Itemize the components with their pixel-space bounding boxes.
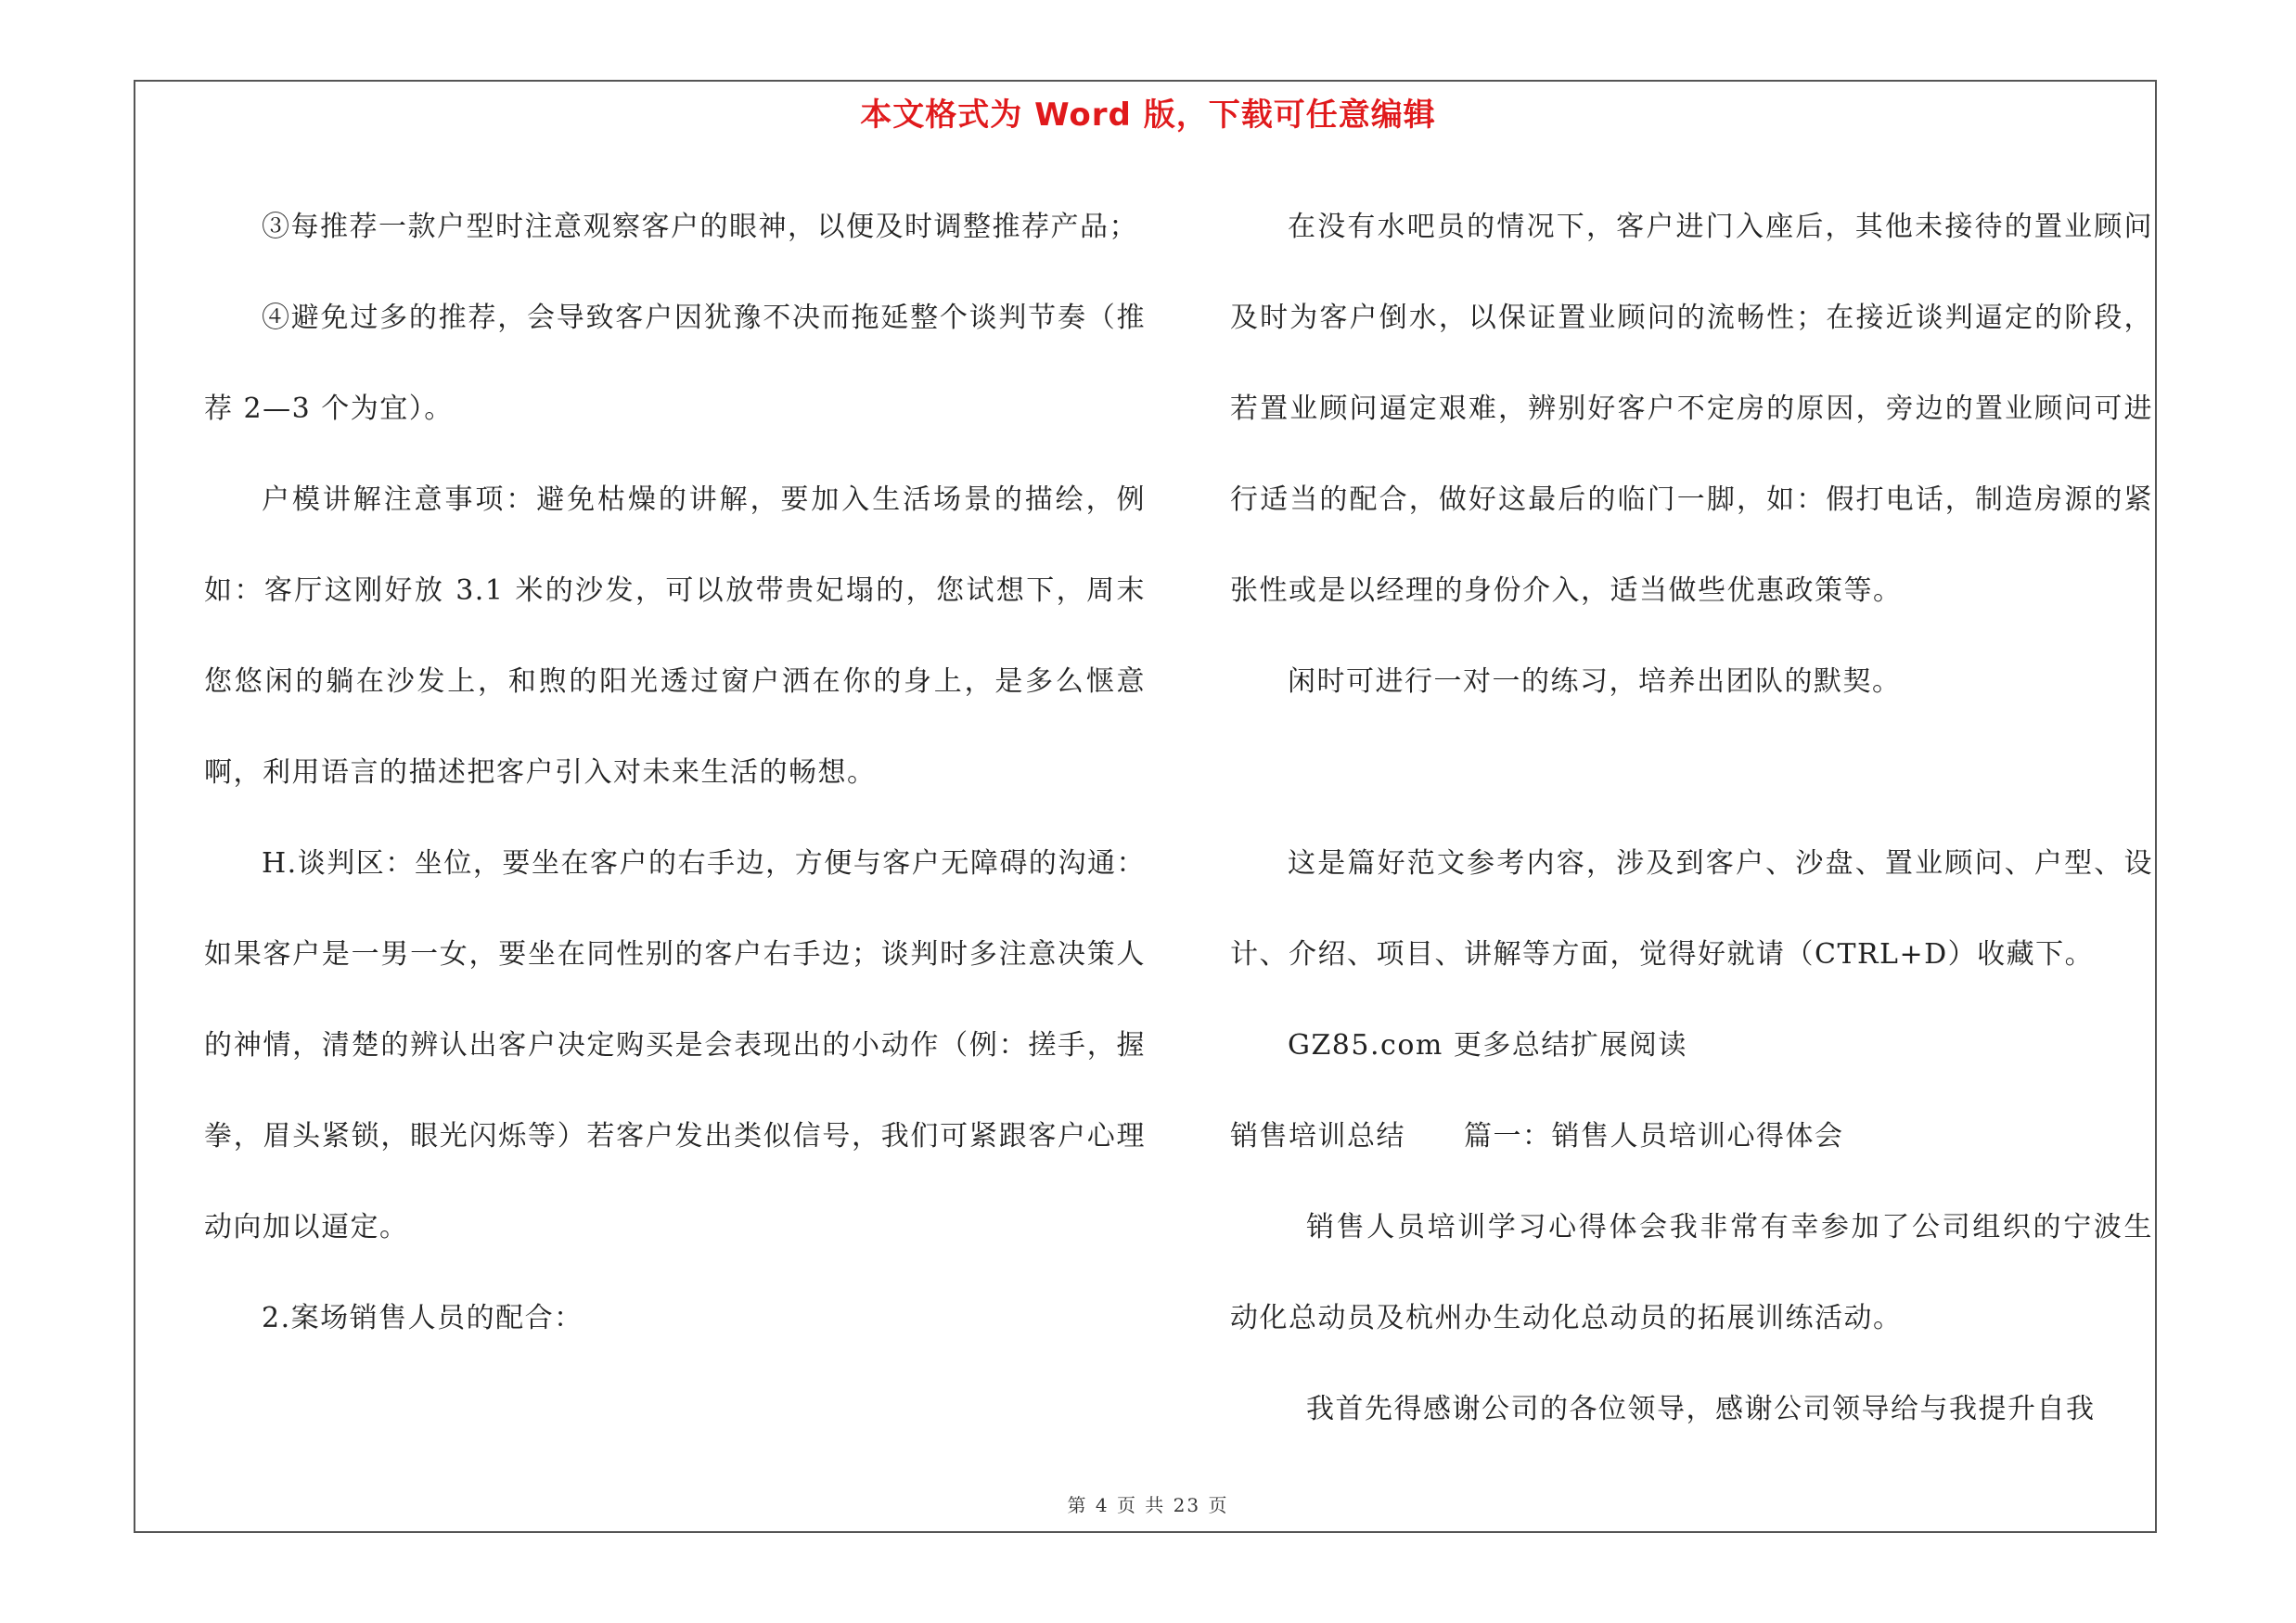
- paragraph-section-title: 销售培训总结 篇一：销售人员培训心得体会: [1230, 1120, 1844, 1153]
- left-column: [204, 182, 1146, 1364]
- paragraph-recommend-observe: ③每推荐一款户型时注意观察客户的眼神，以便及时调整推荐产品；: [262, 211, 1138, 243]
- paragraph-training-experience: 销售人员培训学习心得体会我非常有幸参加了公司组织的宁波生动化总动员及杭州办生动化总动员的拓展训练活动。: [1230, 1211, 2153, 1334]
- page-number-footer: 第 4 页 共 23 页: [1067, 1494, 1229, 1516]
- paragraph-sales-cooperation: 2.案场销售人员的配合：: [262, 1302, 584, 1334]
- paragraph-thanks: 我首先得感谢公司的各位领导，感谢公司领导给与我提升自我: [1306, 1393, 2096, 1425]
- paragraph-negotiation-area: H.谈判区：坐位，要坐在客户的右手边，方便与客户无障碍的沟通：如果客户是一男一女，要坐在同性别的客户右手边；谈判时多注意决策人的神情，清楚的辨认出客户决定购买是会表现出的小动作（例：搓手，握拳，眉头紧锁，眼光闪烁等）若客户发出类似信号，我们可紧跟客户心理动向加以逼定。: [204, 847, 1146, 1243]
- paragraph-practice: 闲时可进行一对一的练习，培养出团队的默契。: [1288, 665, 1902, 698]
- right-column: [1230, 182, 2153, 1455]
- paragraph-water-bar: 在没有水吧员的情况下，客户进门入座后，其他未接待的置业顾问及时为客户倒水，以保证置业顾问的流畅性；在接近谈判逼定的阶段，若置业顾问逼定艰难，辨别好客户不定房的原因，旁边的置业顾问可进行适当的配合，做好这最后的临门一脚，如：假打电话，制造房源的紧张性或是以经理的身份介入，适当做些优惠政策等。: [1230, 211, 2153, 607]
- paragraph-reference-note: 这是篇好范文参考内容，涉及到客户、沙盘、置业顾问、户型、设计、介绍、项目、讲解等方面，觉得好就请（CTRL+D）收藏下。: [1230, 847, 2153, 971]
- paragraph-model-explanation: 户模讲解注意事项：避免枯燥的讲解，要加入生活场景的描绘，例如：客厅这刚好放 3.1 米的沙发，可以放带贵妃塌的，您试想下，周末您悠闲的躺在沙发上，和煦的阳光透过窗户洒在你的身上，是多么惬意啊，利用语言的描述把客户引入对未来生活的畅想。: [204, 483, 1146, 789]
- blank-line: [1230, 728, 2153, 818]
- paragraph-avoid-over-recommend: ④避免过多的推荐，会导致客户因犹豫不决而拖延整个谈判节奏（推荐 2—3 个为宜）。: [204, 302, 1146, 425]
- format-banner: 本文格式为 Word 版，下载可任意编辑: [860, 97, 1436, 134]
- paragraph-more-reading: GZ85.com 更多总结扩展阅读: [1288, 1029, 1687, 1062]
